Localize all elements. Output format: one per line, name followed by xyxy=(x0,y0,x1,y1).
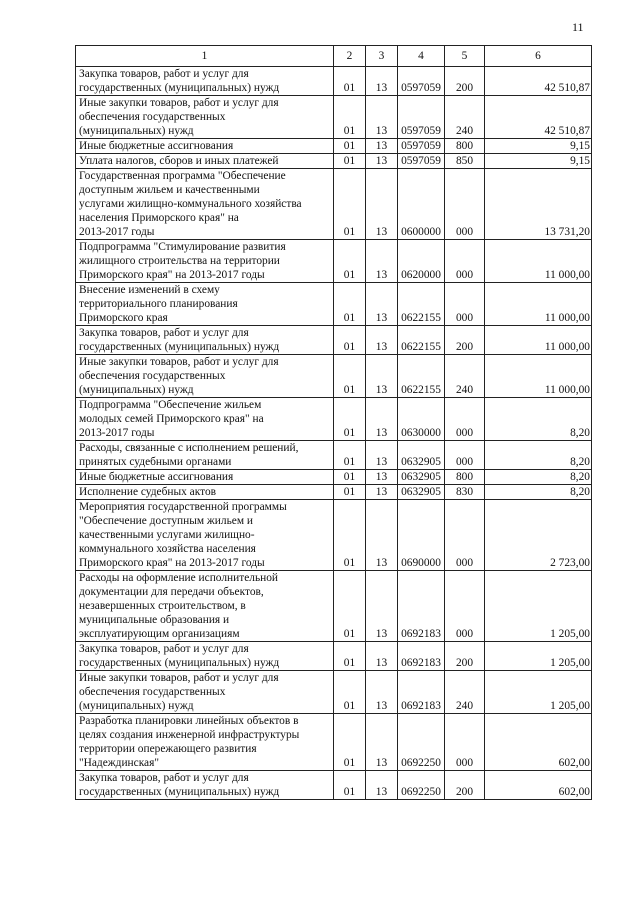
section-code: 01 xyxy=(334,283,366,326)
expense-name: Иные закупки товаров, работ и услуг для обеспечения государственных (муниципальных) нужд xyxy=(76,96,334,139)
expense-type-code: 200 xyxy=(445,67,485,96)
subsection-code: 13 xyxy=(366,441,398,470)
target-article-code: 0597059 xyxy=(398,139,445,154)
expense-name: Закупка товаров, работ и услуг для государственных (муниципальных) нужд xyxy=(76,326,334,355)
subsection-code: 13 xyxy=(366,67,398,96)
table-row xyxy=(76,326,592,355)
amount: 8,20 xyxy=(485,470,592,485)
expense-name: Расходы на оформление исполнительной документации для передачи объектов, незавершенных строительством, в муниципальные образования и эксплуатирующим организациям xyxy=(76,571,334,642)
subsection-code: 13 xyxy=(366,154,398,169)
target-article-code: 0597059 xyxy=(398,154,445,169)
target-article-code: 0630000 xyxy=(398,398,445,441)
table-row xyxy=(76,441,592,470)
expense-name: Иные закупки товаров, работ и услуг для обеспечения государственных (муниципальных) нужд xyxy=(76,671,334,714)
table-row xyxy=(76,671,592,714)
table-row xyxy=(76,67,592,96)
target-article-code: 0597059 xyxy=(398,96,445,139)
amount: 11 000,00 xyxy=(485,283,592,326)
amount: 602,00 xyxy=(485,714,592,771)
section-code: 01 xyxy=(334,398,366,441)
subsection-code: 13 xyxy=(366,714,398,771)
expense-name: Разработка планировки линейных объектов в целях создания инженерной инфраструктуры территории опережающего развития "Надеждинская" xyxy=(76,714,334,771)
table-row xyxy=(76,500,592,571)
table-row xyxy=(76,771,592,800)
table-row xyxy=(76,283,592,326)
table-row xyxy=(76,714,592,771)
target-article-code: 0632905 xyxy=(398,441,445,470)
expense-type-code: 200 xyxy=(445,326,485,355)
table-row xyxy=(76,642,592,671)
target-article-code: 0692250 xyxy=(398,714,445,771)
expense-type-code: 000 xyxy=(445,500,485,571)
page-number: 11 xyxy=(572,20,584,34)
subsection-code: 13 xyxy=(366,571,398,642)
subsection-code: 13 xyxy=(366,500,398,571)
section-code: 01 xyxy=(334,96,366,139)
expense-name: Государственная программа "Обеспечение доступным жильем и качественными услугами жилищно-коммунального хозяйства населения Приморского края" на 2013-2017 годы xyxy=(76,169,334,240)
target-article-code: 0632905 xyxy=(398,470,445,485)
amount: 11 000,00 xyxy=(485,326,592,355)
expense-name: Иные закупки товаров, работ и услуг для обеспечения государственных (муниципальных) нужд xyxy=(76,355,334,398)
expense-name: Подпрограмма "Обеспечение жильем молодых семей Приморского края" на 2013-2017 годы xyxy=(76,398,334,441)
target-article-code: 0622155 xyxy=(398,355,445,398)
expense-type-code: 000 xyxy=(445,169,485,240)
subsection-code: 13 xyxy=(366,398,398,441)
expense-name: Иные бюджетные ассигнования xyxy=(76,470,334,485)
section-code: 01 xyxy=(334,671,366,714)
amount: 1 205,00 xyxy=(485,642,592,671)
amount: 11 000,00 xyxy=(485,355,592,398)
table-row xyxy=(76,169,592,240)
target-article-code: 0632905 xyxy=(398,485,445,500)
expense-type-code: 000 xyxy=(445,398,485,441)
amount: 42 510,87 xyxy=(485,96,592,139)
section-code: 01 xyxy=(334,571,366,642)
target-article-code: 0692183 xyxy=(398,671,445,714)
section-code: 01 xyxy=(334,500,366,571)
expense-name: Уплата налогов, сборов и иных платежей xyxy=(76,154,334,169)
header-row xyxy=(76,46,592,67)
expense-type-code: 000 xyxy=(445,283,485,326)
target-article-code: 0690000 xyxy=(398,500,445,571)
amount: 1 205,00 xyxy=(485,571,592,642)
expense-type-code: 850 xyxy=(445,154,485,169)
subsection-code: 13 xyxy=(366,240,398,283)
table-row xyxy=(76,139,592,154)
expense-name: Иные бюджетные ассигнования xyxy=(76,139,334,154)
expense-type-code: 000 xyxy=(445,441,485,470)
amount: 9,15 xyxy=(485,154,592,169)
section-code: 01 xyxy=(334,441,366,470)
section-code: 01 xyxy=(334,714,366,771)
amount: 42 510,87 xyxy=(485,67,592,96)
subsection-code: 13 xyxy=(366,771,398,800)
section-code: 01 xyxy=(334,470,366,485)
expense-name: Исполнение судебных актов xyxy=(76,485,334,500)
target-article-code: 0692250 xyxy=(398,771,445,800)
expense-type-code: 000 xyxy=(445,571,485,642)
target-article-code: 0622155 xyxy=(398,283,445,326)
table-body xyxy=(76,67,592,800)
subsection-code: 13 xyxy=(366,485,398,500)
header-col-5: 5 xyxy=(445,46,485,67)
amount: 9,15 xyxy=(485,139,592,154)
table-row xyxy=(76,240,592,283)
amount: 2 723,00 xyxy=(485,500,592,571)
expense-name: Подпрограмма "Стимулирование развития жилищного строительства на территории Приморского края" на 2013-2017 годы xyxy=(76,240,334,283)
target-article-code: 0600000 xyxy=(398,169,445,240)
table-header xyxy=(76,46,592,67)
subsection-code: 13 xyxy=(366,470,398,485)
section-code: 01 xyxy=(334,771,366,800)
section-code: 01 xyxy=(334,355,366,398)
section-code: 01 xyxy=(334,326,366,355)
header-col-6: 6 xyxy=(485,46,592,67)
amount: 8,20 xyxy=(485,485,592,500)
expense-type-code: 000 xyxy=(445,714,485,771)
expense-type-code: 000 xyxy=(445,240,485,283)
section-code: 01 xyxy=(334,642,366,671)
amount: 13 731,20 xyxy=(485,169,592,240)
table-row xyxy=(76,398,592,441)
expense-name: Закупка товаров, работ и услуг для государственных (муниципальных) нужд xyxy=(76,642,334,671)
target-article-code: 0692183 xyxy=(398,571,445,642)
section-code: 01 xyxy=(334,67,366,96)
expense-name: Закупка товаров, работ и услуг для государственных (муниципальных) нужд xyxy=(76,771,334,800)
section-code: 01 xyxy=(334,485,366,500)
expense-type-code: 240 xyxy=(445,355,485,398)
table-row xyxy=(76,470,592,485)
subsection-code: 13 xyxy=(366,96,398,139)
expense-type-code: 240 xyxy=(445,96,485,139)
table-row xyxy=(76,485,592,500)
header-col-3: 3 xyxy=(366,46,398,67)
table-row xyxy=(76,96,592,139)
expense-name: Закупка товаров, работ и услуг для государственных (муниципальных) нужд xyxy=(76,67,334,96)
target-article-code: 0597059 xyxy=(398,67,445,96)
section-code: 01 xyxy=(334,240,366,283)
expense-type-code: 200 xyxy=(445,642,485,671)
expense-name: Расходы, связанные с исполнением решений, принятых судебными органами xyxy=(76,441,334,470)
target-article-code: 0620000 xyxy=(398,240,445,283)
amount: 11 000,00 xyxy=(485,240,592,283)
amount: 8,20 xyxy=(485,398,592,441)
amount: 1 205,00 xyxy=(485,671,592,714)
section-code: 01 xyxy=(334,139,366,154)
expense-name: Мероприятия государственной программы "Обеспечение доступным жильем и качественными услугами жилищно- коммунального хозяйства населения Приморского края" на 2013-2017 годы xyxy=(76,500,334,571)
section-code: 01 xyxy=(334,154,366,169)
expense-type-code: 800 xyxy=(445,470,485,485)
header-col-1: 1 xyxy=(76,46,334,67)
header-col-4: 4 xyxy=(398,46,445,67)
subsection-code: 13 xyxy=(366,355,398,398)
section-code: 01 xyxy=(334,169,366,240)
subsection-code: 13 xyxy=(366,671,398,714)
table-row xyxy=(76,154,592,169)
table-row xyxy=(76,571,592,642)
amount: 8,20 xyxy=(485,441,592,470)
expense-name: Внесение изменений в схему территориального планирования Приморского края xyxy=(76,283,334,326)
budget-table xyxy=(75,45,592,800)
subsection-code: 13 xyxy=(366,283,398,326)
header-col-2: 2 xyxy=(334,46,366,67)
amount: 602,00 xyxy=(485,771,592,800)
target-article-code: 0622155 xyxy=(398,326,445,355)
table-row xyxy=(76,355,592,398)
subsection-code: 13 xyxy=(366,642,398,671)
target-article-code: 0692183 xyxy=(398,642,445,671)
expense-type-code: 200 xyxy=(445,771,485,800)
subsection-code: 13 xyxy=(366,139,398,154)
expense-type-code: 830 xyxy=(445,485,485,500)
expense-type-code: 800 xyxy=(445,139,485,154)
subsection-code: 13 xyxy=(366,169,398,240)
expense-type-code: 240 xyxy=(445,671,485,714)
subsection-code: 13 xyxy=(366,326,398,355)
